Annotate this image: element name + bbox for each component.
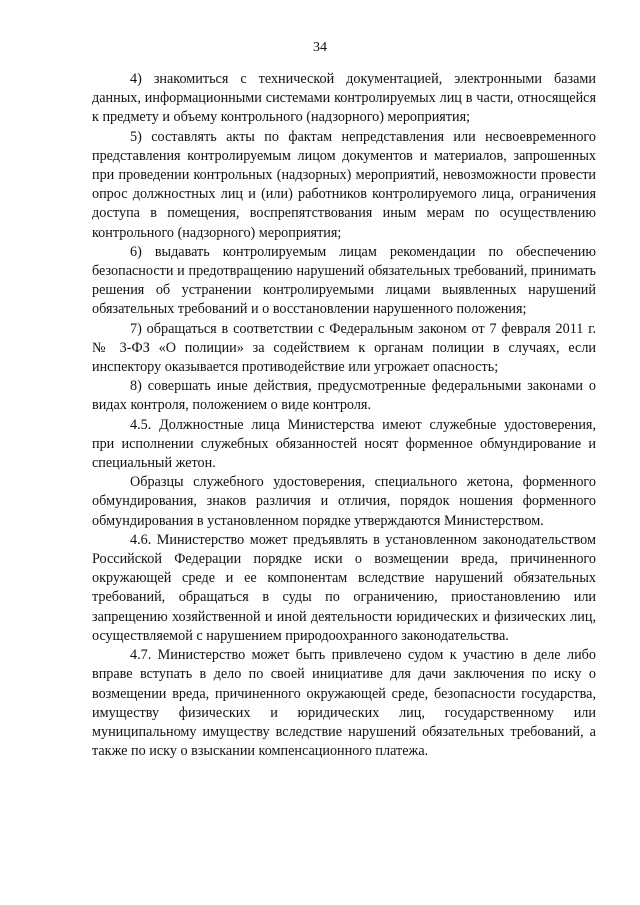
paragraph-item-5: 5) составлять акты по фактам непредставления или несвоевременного представления контролируемым лицом документов и материалов, запрошенных при проведении контрольных (надзорных) мероприятий, невозможности провести опрос должностных лиц и (или) работников контролируемого лица, ограничения доступа в помещения, воспрепятствования иным мерам по осуществлению контрольного (надзорного) мероприятия; [92, 128, 596, 241]
document-body [92, 70, 596, 761]
paragraph-section-4-6: 4.6. Министерство может предъявлять в установленном законодательством Российской Федерации порядке иски о возмещении вреда, причиненного окружающей среде и ее компонентам вследствие нарушений обязательных требований, обращаться в суды по ограничению, приостановлению или запрещению хозяйственной и иной деятельности юридических и физических лиц, осуществляемой с нарушением природоохранного законодательства. [92, 531, 596, 644]
page-number: 34 [313, 40, 327, 55]
paragraph-item-8: 8) совершать иные действия, предусмотренные федеральными законами о видах контроля, положением о виде контроля. [92, 378, 596, 414]
paragraph-item-4: 4) знакомиться с технической документацией, электронными базами данных, информационными системами контролируемых лиц в части, относящейся к предмету и объему контрольного (надзорного) мероприятия; [92, 71, 596, 126]
paragraph-item-7: 7) обращаться в соответствии с Федеральным законом от 7 февраля 2011 г. № 3-ФЗ «О полиции» за содействием к органам полиции в случаях, если инспектору оказывается противодействие или угрожает опасность; [92, 320, 596, 376]
paragraph-samples: Образцы служебного удостоверения, специального жетона, форменного обмундирования, знаков различия и отличия, порядок ношения форменного обмундирования в установленном порядке утверждаются Министерством. [92, 474, 596, 529]
paragraph-section-4-7: 4.7. Министерство может быть привлечено судом к участию в деле либо вправе вступать в дело по своей инициативе для дачи заключения по иску о возмещении вреда, причиненного окружающей среде, безопасности государства, имуществу физических и юридических лиц, государственному или муниципальному имуществу вследствие нарушений обязательных требований, а также по иску о взыскании компенсационного платежа. [92, 647, 596, 760]
paragraph-section-4-5: 4.5. Должностные лица Министерства имеют служебные удостоверения, при исполнении служебных обязанностей носят форменное обмундирование и специальный жетон. [92, 416, 596, 472]
paragraph-item-6: 6) выдавать контролируемым лицам рекомендации по обеспечению безопасности и предотвращению нарушений обязательных требований, принимать решения об устранении контролируемыми лицами выявленных нарушений обязательных требований и о восстановлении нарушенного положения; [92, 243, 596, 318]
